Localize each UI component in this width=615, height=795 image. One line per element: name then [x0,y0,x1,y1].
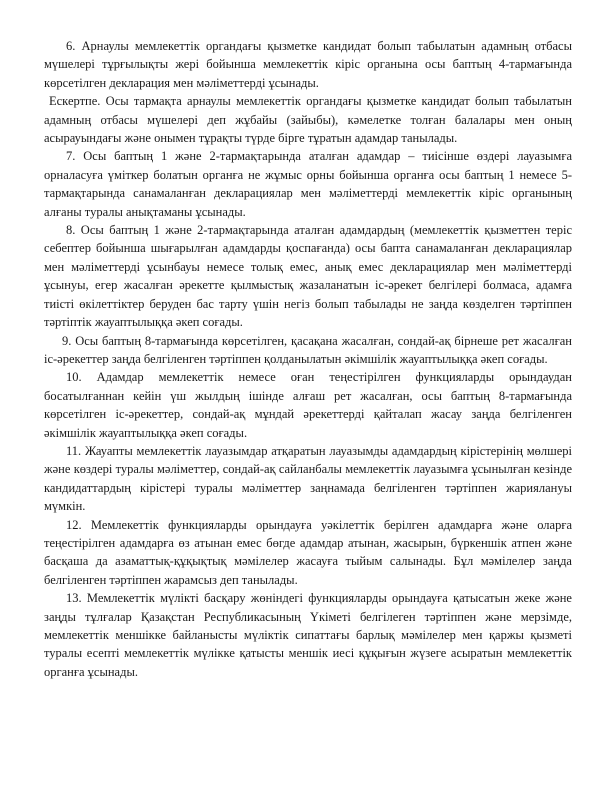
paragraph-6: 6. Арнаулы мемлекеттік органдағы қызметке кандидат болып табылатын адамның отбасы мүшелері тұрғылықты жері бойынша мемлекеттік кіріс органына осы баптың 4-тармағында көрсетілген декларация мен мәліметтерді ұсынады. [44,39,572,90]
document-body [44,37,572,681]
paragraph-7: 7. Осы баптың 1 және 2-тармақтарында аталған адамдар – тиісінше өздері лауазымға орналасуға үміткер болатын органға не жұмыс орны бойынша органға осы баптың 1 немесе 5-тармақтарында санамаланған декларациялар мен мәліметтерді мемлекеттік кіріс органының алғаны туралы анықтаманы ұсынады. [44,149,572,219]
paragraph-8: 8. Осы баптың 1 және 2-тармақтарында аталған адамдардың (мемлекеттік қызметтен теріс себептер бойынша шығарылған адамдарды қоспағанда) осы бапта санамаланған декларациялар мен мәліметтерді ұсынбауы немесе толық емес, анық емес декларациялар мен мәліметтерді ұсынуы, егер жасалған әрекетте қылмыстық жазаланатын іс-әрекет белгілері болмаса, адамға тиісті өкілеттіктер беруден бас тарту үшін негіз болып табылады не заңда көзделген тәртіппен тәртіптік жауаптылыққа әкеп соғады. [44,223,572,330]
paragraph-12: 12. Мемлекеттік функцияларды орындауға уәкілеттік берілген адамдарға және оларға теңестірілген адамдарға өз атынан емес бөгде адамдар атынан, жасырын, бүркеншік атпен және басқаша да азаматтық-құқықтық мәмілелер жасауға тыйым салынады. Бұл мәмілелер заңда белгіленген тәртіппен жарамсыз деп танылады. [44,517,572,587]
paragraph-10: 10. Адамдар мемлекеттік немесе оған теңестірілген функцияларды орындаудан босатылғаннан кейін үш жылдың ішінде алғаш рет жасалған, осы баптың 8-тармағында көрсетілген іс-әрекеттер, сондай-ақ мұндай әрекеттерді қайталап жасау заңда белгіленген әкімшілік жауаптылыққа әкеп соғады. [44,370,572,440]
paragraph-11: 11. Жауапты мемлекеттік лауазымдар атқаратын лауазымды адамдардың кірістерінің мөлшері және көздері туралы мәліметтер, сондай-ақ сайланбалы мемлекеттік лауазымға ұсынылған кезінде кандидаттардың кірістері туралы мәліметтер заңнамада белгіленген тәртіппен жариялануы мүмкін. [44,443,572,514]
paragraph-9: 9. Осы баптың 8-тармағында көрсетілген, қасақана жасалған, сондай-ақ бірнеше рет жасалған іс-әрекеттер заңда белгіленген тәртіппен қолданылатын әкімшілік жауаптылыққа әкеп соғады. [44,333,572,366]
paragraph-note: Ескертпе. Осы тармақта арнаулы мемлекеттік органдағы қызметке кандидат болып табылатын адамның отбасы мүшелері деп жұбайы (зайыбы), кәмелетке толған балалары мен оның асырауындағы және онымен тұрақты түрде бірге тұратын адамдар танылады. [44,94,572,146]
paragraph-13: 13. Мемлекеттік мүлікті басқару жөніндегі функцияларды орындауға қатысатын жеке және заңды тұлғалар Қазақстан Республикасының Үкіметі белгілеген тәртіппен және мерзімде, мемлекеттік меншікке байланысты мүліктік сипаттағы барлық мәмілелер мен қаржы қызметі туралы есепті мемлекеттік мүлікке қатысты меншік иесі құқығын жүзеге асыратын мемлекеттік органға ұсынады. [44,591,572,679]
